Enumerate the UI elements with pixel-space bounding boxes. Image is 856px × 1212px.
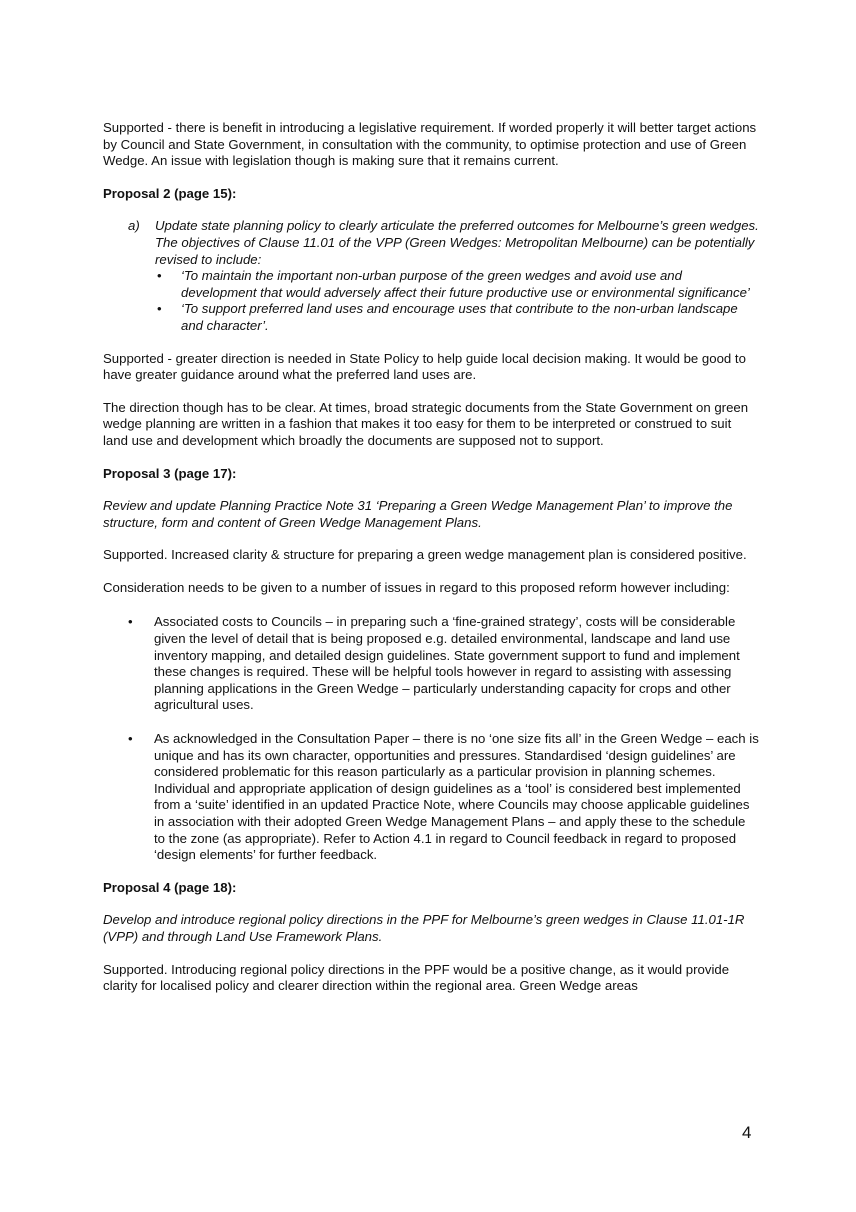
consideration-paragraph: Consideration needs to be given to a number of issues in regard to this proposed reform however including: (103, 579, 730, 595)
list-item (103, 614, 759, 714)
bullet-icon: • (157, 268, 162, 284)
bullet-icon: • (157, 301, 162, 317)
list-item (155, 301, 759, 334)
page-number: 4 (742, 1123, 752, 1142)
list-item (103, 731, 759, 864)
proposal-4-text: Develop and introduce regional policy directions in the PPF for Melbourne’s green wedges in Clause 11.01-1R (VPP) and through Land Use Framework Plans. (103, 912, 745, 944)
document-page (103, 120, 759, 995)
bullet-text: Associated costs to Councils – in preparing such a ‘fine-grained strategy’, costs will be considerable given the level of detail that is being proposed e.g. detailed environmental, landscape and land use inventory mapping, and detailed design guidelines. State government support to fund and implement these changes is required. These will be helpful tools however in regard to assisting with assessing planning applications in the Green Wedge – particularly understanding capacity for crops and other agricultural uses. (154, 614, 740, 713)
proposal-3-heading: Proposal 3 (page 17): (103, 465, 237, 481)
proposal-2-text: Update state planning policy to clearly articulate the preferred outcomes for Melbourne’s green wedges. The objectives of Clause 11.01 of the VPP (Green Wedges: Metropolitan Melbourne) can be potentially revised to include: (155, 218, 759, 267)
proposal-3-text: Review and update Planning Practice Note 31 ‘Preparing a Green Wedge Management Plan’ to improve the structure, form and content of Green Wedge Management Plans. (103, 498, 733, 530)
proposal-4-heading: Proposal 4 (page 18): (103, 879, 237, 895)
proposal-2-bullets (155, 268, 759, 334)
bullet-text: ‘To support preferred land uses and encourage uses that contribute to the non-urban landscape and character’. (181, 301, 738, 333)
supported-greater-paragraph: Supported - greater direction is needed in State Policy to help guide local decision making. It would be good to have greater guidance around what the preferred land uses are. (103, 350, 746, 383)
bullet-text: ‘To maintain the important non-urban purpose of the green wedges and avoid use and development that would adversely affect their future productive use or environmental significance’ (181, 268, 750, 300)
list-item (155, 268, 759, 301)
list-marker: a) (128, 218, 140, 234)
intro-paragraph: Supported - there is benefit in introducing a legislative requirement. If worded properly it will better target actions by Council and State Government, in consultation with the community, to optimise protection and use of Green Wedge. An issue with legislation though is making sure that it remains current. (103, 120, 757, 169)
bullet-icon: • (128, 731, 133, 747)
proposal-2-heading: Proposal 2 (page 15): (103, 185, 237, 201)
direction-paragraph: The direction though has to be clear. At times, broad strategic documents from the State Government on green wedge planning are written in a fashion that makes it too easy for them to be interpreted or construed to suit land use and development which broadly the documents are supposed not to support. (103, 399, 749, 448)
proposal-2-item-a (103, 218, 759, 334)
bullet-icon: • (128, 614, 133, 630)
bullet-text: As acknowledged in the Consultation Paper – there is no ‘one size fits all’ in the Green Wedge – each is unique and has its own character, opportunities and pressures. Standardised ‘design guidelines’ are considered problematic for this reason particularly as a particular provision in planning schemes. Individual and appropriate application of design guidelines as a ‘tool’ is considered best implemented from a ‘suite’ identified in an updated Practice Note, where Councils may choose applicable guidelines in association with their adopted Green Wedge Management Plans – and apply these to the schedule to the zone (as appropriate). Refer to Action 4.1 in regard to Council feedback in regard to proposed ‘design elements’ for further feedback. (154, 731, 759, 863)
supported-clarity-paragraph: Supported. Increased clarity & structure for preparing a green wedge management plan is considered positive. (103, 547, 747, 563)
supported-regional-paragraph: Supported. Introducing regional policy directions in the PPF would be a positive change, as it would provide clarity for localised policy and clearer direction within the regional area. Green Wedge areas (103, 961, 730, 994)
